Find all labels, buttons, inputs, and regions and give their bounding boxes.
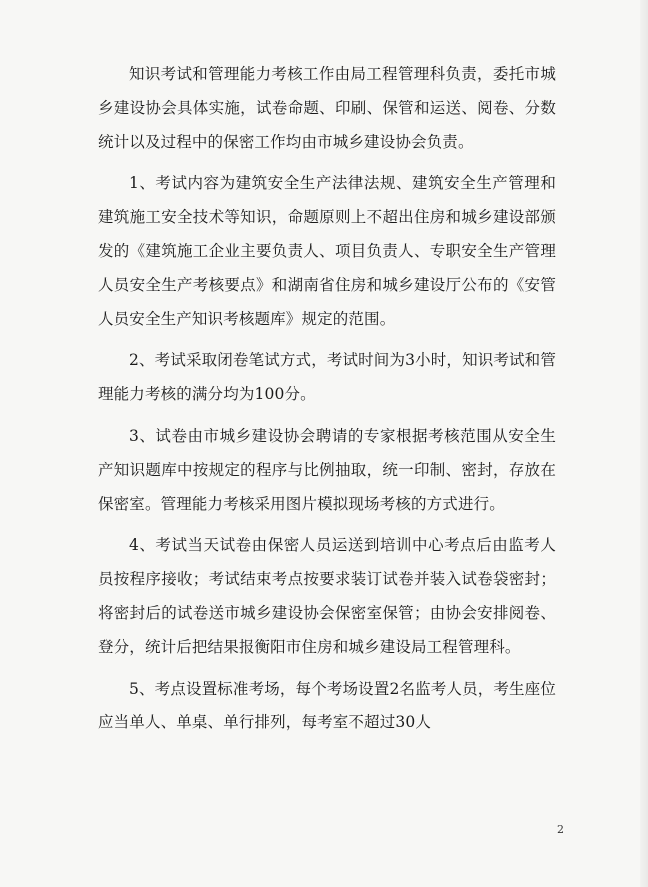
paragraph-exam-content: 1、考试内容为建筑安全生产法律法规、建筑安全生产管理和建筑施工安全技术等知识，命题原则上不超出住房和城乡建设部颁发的《建筑施工企业主要负责人、项目负责人、专职安全生产管理人员安全生产考核要点》和湖南省住房和城乡建设厅公布的《安管人员安全生产知识考核题库》规定的范围。	[98, 174, 556, 328]
paragraph-intro: 知识考试和管理能力考核工作由局工程管理科负责，委托市城乡建设协会具体实施，试卷命题、印刷、保管和运送、阅卷、分数统计以及过程中的保密工作均由市城乡建设协会负责。	[98, 65, 556, 151]
scan-edge-shadow	[640, 0, 648, 887]
page-number: 2	[557, 823, 564, 836]
paragraph-exam-procedure: 4、考试当天试卷由保密人员运送到培训中心考点后由监考人员按程序接收；考试结束考点按要求装订试卷并装入试卷袋密封；将密封后的试卷送市城乡建设协会保密室保管；由协会安排阅卷、登分，统计后把结果报衡阳市住房和城乡建设局工程管理科。	[98, 536, 556, 656]
paragraph-exam-paper: 3、试卷由市城乡建设协会聘请的专家根据考核范围从安全生产知识题库中按规定的程序与比例抽取，统一印制、密封，存放在保密室。管理能力考核采用图片模拟现场考核的方式进行。	[98, 426, 556, 513]
document-body	[98, 58, 556, 748]
paragraph-exam-venue: 5、考点设置标准考场，每个考场设置2名监考人员，考生座位应当单人、单桌、单行排列，每考室不超过30人	[98, 679, 556, 732]
paragraph-exam-format: 2、考试采取闭卷笔试方式，考试时间为3小时，知识考试和管理能力考核的满分均为100分。	[98, 351, 556, 404]
